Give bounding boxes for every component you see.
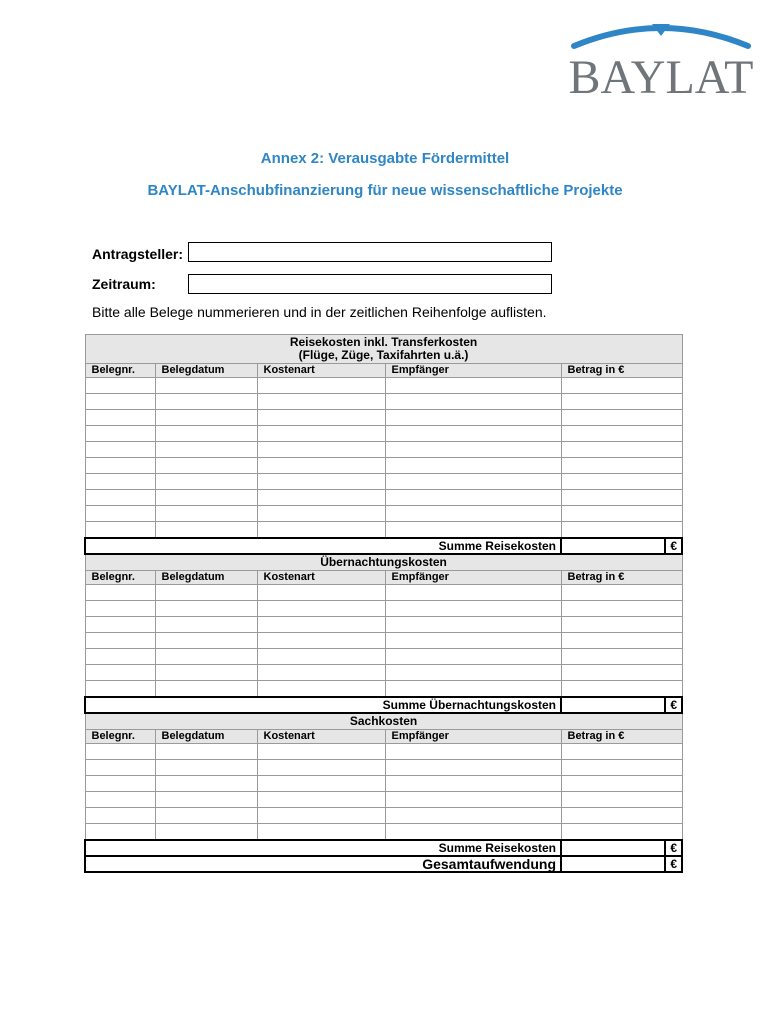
cell-belegdatum[interactable]	[155, 824, 257, 841]
cell-belegdatum[interactable]	[155, 490, 257, 506]
cell-belegnr[interactable]	[85, 633, 155, 649]
col-belegdatum: Belegdatum	[155, 364, 257, 378]
col-kostenart: Kostenart	[257, 364, 385, 378]
cell-empfaenger[interactable]	[385, 760, 561, 776]
cell-belegnr[interactable]	[85, 681, 155, 698]
cell-kostenart[interactable]	[257, 394, 385, 410]
cell-belegnr[interactable]	[85, 665, 155, 681]
cell-belegdatum[interactable]	[155, 649, 257, 665]
cell-kostenart[interactable]	[257, 442, 385, 458]
cell-kostenart[interactable]	[257, 792, 385, 808]
cell-empfaenger[interactable]	[385, 506, 561, 522]
material-rows	[85, 744, 682, 841]
col-belegdatum: Belegdatum	[155, 730, 257, 744]
cell-kostenart[interactable]	[257, 633, 385, 649]
cell-belegdatum[interactable]	[155, 474, 257, 490]
table-row	[85, 760, 682, 776]
cell-kostenart[interactable]	[257, 522, 385, 539]
cell-belegnr[interactable]	[85, 617, 155, 633]
col-belegnr: Belegnr.	[85, 364, 155, 378]
table-row	[85, 442, 682, 458]
total-currency: €	[665, 856, 682, 872]
cell-belegdatum[interactable]	[155, 410, 257, 426]
travel-title-line1: Reisekosten inkl. Transferkosten	[289, 335, 478, 349]
column-header-row	[85, 730, 682, 744]
cell-empfaenger[interactable]	[385, 394, 561, 410]
col-belegdatum: Belegdatum	[155, 571, 257, 585]
travel-sum-value[interactable]	[561, 538, 665, 554]
cell-empfaenger[interactable]	[385, 824, 561, 841]
table-row	[85, 808, 682, 824]
cell-belegdatum[interactable]	[155, 617, 257, 633]
cell-kostenart[interactable]	[257, 808, 385, 824]
cell-belegnr[interactable]	[85, 824, 155, 841]
lodging-sum-row	[85, 697, 682, 713]
cell-belegnr[interactable]	[85, 394, 155, 410]
cell-belegdatum[interactable]	[155, 522, 257, 539]
cell-belegdatum[interactable]	[155, 792, 257, 808]
table-row	[85, 506, 682, 522]
cell-belegnr[interactable]	[85, 522, 155, 539]
cell-empfaenger[interactable]	[385, 474, 561, 490]
material-title: Sachkosten	[85, 713, 682, 730]
cell-kostenart[interactable]	[257, 760, 385, 776]
section-header-lodging	[85, 554, 682, 571]
cell-empfaenger[interactable]	[385, 744, 561, 760]
lodging-rows	[85, 585, 682, 698]
cell-betrag[interactable]	[561, 474, 682, 490]
logo-text: BAYLAT	[568, 51, 754, 104]
cell-kostenart[interactable]	[257, 665, 385, 681]
table-row	[85, 633, 682, 649]
col-belegnr: Belegnr.	[85, 571, 155, 585]
cell-betrag[interactable]	[561, 792, 682, 808]
col-empfaenger: Empfänger	[385, 364, 561, 378]
cell-belegnr[interactable]	[85, 410, 155, 426]
cell-kostenart[interactable]	[257, 617, 385, 633]
col-betrag: Betrag in €	[561, 571, 682, 585]
cell-belegdatum[interactable]	[155, 776, 257, 792]
travel-title-line2: (Flüge, Züge, Taxifahrten u.ä.)	[298, 348, 469, 362]
travel-sum-row	[85, 538, 682, 554]
cell-empfaenger[interactable]	[385, 776, 561, 792]
table-row	[85, 585, 682, 601]
cell-empfaenger[interactable]	[385, 681, 561, 698]
cell-betrag[interactable]	[561, 506, 682, 522]
cell-belegnr[interactable]	[85, 792, 155, 808]
material-sum-currency: €	[665, 840, 682, 856]
cell-belegdatum[interactable]	[155, 458, 257, 474]
table-row	[85, 649, 682, 665]
cell-belegdatum[interactable]	[155, 681, 257, 698]
cell-belegdatum[interactable]	[155, 601, 257, 617]
cell-belegdatum[interactable]	[155, 808, 257, 824]
cell-empfaenger[interactable]	[385, 617, 561, 633]
col-kostenart: Kostenart	[257, 730, 385, 744]
section-header-travel	[85, 335, 682, 364]
cell-belegnr[interactable]	[85, 585, 155, 601]
cell-betrag[interactable]	[561, 665, 682, 681]
cell-kostenart[interactable]	[257, 585, 385, 601]
cell-belegnr[interactable]	[85, 506, 155, 522]
cell-belegdatum[interactable]	[155, 744, 257, 760]
cell-kostenart[interactable]	[257, 824, 385, 841]
cell-belegdatum[interactable]	[155, 394, 257, 410]
cell-belegdatum[interactable]	[155, 442, 257, 458]
cell-betrag[interactable]	[561, 378, 682, 394]
travel-sum-label: Summe Reisekosten	[85, 538, 561, 554]
cell-belegdatum[interactable]	[155, 426, 257, 442]
expense-table	[84, 334, 683, 873]
table-row	[85, 410, 682, 426]
baylat-logo	[566, 14, 756, 104]
cell-betrag[interactable]	[561, 585, 682, 601]
cell-kostenart[interactable]	[257, 410, 385, 426]
table-row	[85, 776, 682, 792]
cell-betrag[interactable]	[561, 410, 682, 426]
table-row	[85, 617, 682, 633]
cell-empfaenger[interactable]	[385, 490, 561, 506]
col-kostenart: Kostenart	[257, 571, 385, 585]
cell-empfaenger[interactable]	[385, 601, 561, 617]
total-row	[85, 856, 682, 872]
table-row	[85, 378, 682, 394]
cell-betrag[interactable]	[561, 442, 682, 458]
cell-belegnr[interactable]	[85, 426, 155, 442]
table-row	[85, 601, 682, 617]
logo-arc-icon	[566, 14, 756, 54]
col-empfaenger: Empfänger	[385, 730, 561, 744]
cell-belegnr[interactable]	[85, 808, 155, 824]
column-header-row	[85, 571, 682, 585]
total-label: Gesamtaufwendung	[85, 856, 561, 872]
material-sum-label: Summe Reisekosten	[85, 840, 561, 856]
cell-belegdatum[interactable]	[155, 760, 257, 776]
cell-kostenart[interactable]	[257, 744, 385, 760]
lodging-title: Übernachtungskosten	[85, 554, 682, 571]
table-row	[85, 665, 682, 681]
cell-betrag[interactable]	[561, 490, 682, 506]
cell-kostenart[interactable]	[257, 474, 385, 490]
cell-empfaenger[interactable]	[385, 458, 561, 474]
lodging-sum-value[interactable]	[561, 697, 665, 713]
cell-kostenart[interactable]	[257, 649, 385, 665]
table-row	[85, 394, 682, 410]
cell-empfaenger[interactable]	[385, 378, 561, 394]
cell-belegnr[interactable]	[85, 649, 155, 665]
cell-empfaenger[interactable]	[385, 585, 561, 601]
table-row	[85, 681, 682, 698]
cell-belegnr[interactable]	[85, 474, 155, 490]
cell-empfaenger[interactable]	[385, 442, 561, 458]
table-row	[85, 490, 682, 506]
material-sum-row	[85, 840, 682, 856]
cell-kostenart[interactable]	[257, 378, 385, 394]
cell-belegdatum[interactable]	[155, 633, 257, 649]
page-subtitle: BAYLAT-Anschubfinanzierung für neue wissenschaftliche Projekte	[147, 182, 623, 199]
cell-belegnr[interactable]	[85, 458, 155, 474]
material-sum-value[interactable]	[561, 840, 665, 856]
cell-betrag[interactable]	[561, 744, 682, 760]
cell-betrag[interactable]	[561, 458, 682, 474]
cell-belegnr[interactable]	[85, 378, 155, 394]
cell-belegnr[interactable]	[85, 776, 155, 792]
cell-betrag[interactable]	[561, 824, 682, 841]
cell-belegdatum[interactable]	[155, 378, 257, 394]
cell-belegnr[interactable]	[85, 760, 155, 776]
cell-kostenart[interactable]	[257, 490, 385, 506]
cell-empfaenger[interactable]	[385, 808, 561, 824]
cell-betrag[interactable]	[561, 760, 682, 776]
cell-betrag[interactable]	[561, 776, 682, 792]
cell-kostenart[interactable]	[257, 601, 385, 617]
table-row	[85, 792, 682, 808]
cell-betrag[interactable]	[561, 617, 682, 633]
period-input[interactable]	[188, 274, 552, 294]
cell-empfaenger[interactable]	[385, 665, 561, 681]
cell-betrag[interactable]	[561, 681, 682, 698]
cell-belegdatum[interactable]	[155, 506, 257, 522]
cell-empfaenger[interactable]	[385, 426, 561, 442]
cell-betrag[interactable]	[561, 394, 682, 410]
cell-betrag[interactable]	[561, 633, 682, 649]
cell-empfaenger[interactable]	[385, 410, 561, 426]
lodging-sum-label: Summe Übernachtungskosten	[85, 697, 561, 713]
table-row	[85, 522, 682, 539]
cell-kostenart[interactable]	[257, 506, 385, 522]
col-empfaenger: Empfänger	[385, 571, 561, 585]
instruction-text: Bitte alle Belege nummerieren und in der zeitlichen Reihenfolge auflisten.	[92, 304, 547, 320]
cell-belegdatum[interactable]	[155, 665, 257, 681]
cell-betrag[interactable]	[561, 426, 682, 442]
page-title: Annex 2: Verausgabte Fördermittel	[260, 150, 510, 167]
cell-empfaenger[interactable]	[385, 522, 561, 539]
cell-empfaenger[interactable]	[385, 633, 561, 649]
travel-sum-currency: €	[665, 538, 682, 554]
col-belegnr: Belegnr.	[85, 730, 155, 744]
table-row	[85, 474, 682, 490]
cell-empfaenger[interactable]	[385, 649, 561, 665]
total-value[interactable]	[561, 856, 665, 872]
cell-betrag[interactable]	[561, 808, 682, 824]
cell-betrag[interactable]	[561, 522, 682, 539]
col-betrag: Betrag in €	[561, 364, 682, 378]
travel-rows	[85, 378, 682, 539]
period-label: Zeitraum:	[92, 276, 156, 292]
cell-kostenart[interactable]	[257, 458, 385, 474]
section-header-material	[85, 713, 682, 730]
cell-kostenart[interactable]	[257, 776, 385, 792]
cell-belegnr[interactable]	[85, 490, 155, 506]
table-row	[85, 824, 682, 841]
cell-kostenart[interactable]	[257, 681, 385, 698]
table-row	[85, 458, 682, 474]
cell-belegnr[interactable]	[85, 744, 155, 760]
applicant-label: Antragsteller:	[92, 246, 184, 262]
col-betrag: Betrag in €	[561, 730, 682, 744]
table-row	[85, 426, 682, 442]
cell-kostenart[interactable]	[257, 426, 385, 442]
cell-empfaenger[interactable]	[385, 792, 561, 808]
cell-belegnr[interactable]	[85, 442, 155, 458]
cell-belegdatum[interactable]	[155, 585, 257, 601]
table-row	[85, 744, 682, 760]
column-header-row	[85, 364, 682, 378]
lodging-sum-currency: €	[665, 697, 682, 713]
cell-betrag[interactable]	[561, 601, 682, 617]
cell-belegnr[interactable]	[85, 601, 155, 617]
applicant-input[interactable]	[188, 242, 552, 262]
cell-betrag[interactable]	[561, 649, 682, 665]
